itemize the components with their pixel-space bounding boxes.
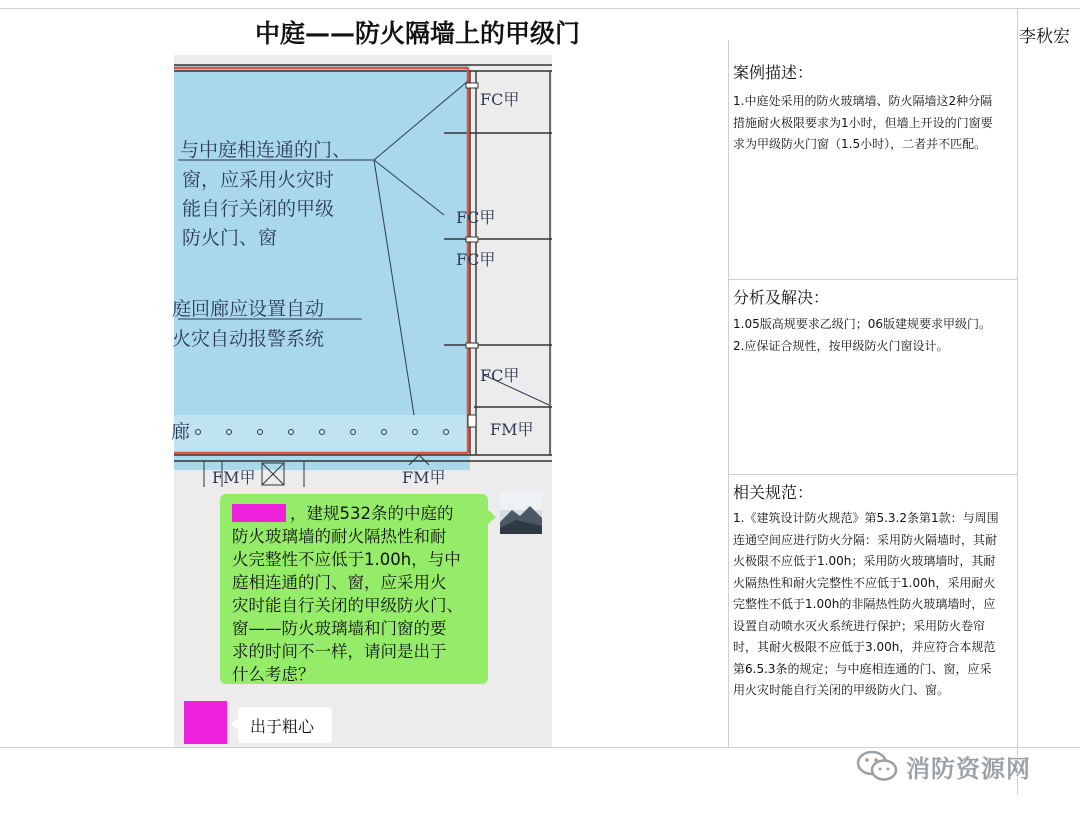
page-title: 中庭——防火隔墙上的甲级门 [255, 19, 581, 48]
watermark [856, 748, 1031, 784]
codes-line-3: 火极限不应低于1.00h；采用防火玻璃墙时，其耐 [733, 554, 996, 568]
atrium-area [174, 65, 470, 470]
codes-line-6: 设置自动喷水灭火系统进行保护；采用防火卷帘 [733, 618, 986, 633]
codes-line-1: 1.《建筑设计防火规范》第5.3.2条第1款：与周围 [733, 511, 999, 525]
chat-screenshot [174, 487, 552, 747]
chat-reply-bubble [238, 707, 332, 743]
plan-annotation2-line-1: 庭回廊应设置自动 [172, 298, 325, 320]
door-label-fc-1: FC甲 [480, 90, 520, 109]
codes-line-9: 用火灾时能自行关闭的甲级防火门、窗。 [733, 683, 950, 697]
author-name: 李秋宏 [1019, 27, 1070, 47]
door-label-fc-3: FC甲 [456, 250, 496, 269]
redaction-bar [232, 504, 286, 522]
analysis-line-1: 1.05版高规要求乙级门；06版建规要求甲级门。 [733, 317, 991, 331]
chat-line-5: 灾时能自行关闭的甲级防火门、 [232, 596, 463, 615]
codes-line-2: 连通空间应进行防火分隔：采用防火隔墙时，其耐 [733, 532, 998, 547]
section-divider-2 [729, 474, 1017, 475]
atrium-floor-plan [171, 55, 552, 487]
watermark-text: 消防资源网 [906, 754, 1031, 783]
door-label-fm-2: FM甲 [212, 468, 256, 487]
column-divider-left [728, 40, 729, 747]
chat-message-text [232, 502, 478, 686]
chat-line-1: ，建规532条的中庭的 [290, 504, 454, 523]
section-divider-1 [729, 279, 1017, 280]
plan-annotation2-line-2: 火灾自动报警系统 [172, 328, 325, 350]
analysis-line-2: 2.应保证合规性，按甲级防火门窗设计。 [733, 338, 949, 353]
corridor-label: 廊 [171, 421, 191, 443]
section-heading-case: 案例描述： [733, 63, 814, 82]
plan-annotation-line-3: 能自行关闭的甲级 [182, 198, 335, 220]
door-label-fm-1: FM甲 [490, 420, 534, 439]
codes-line-8: 第6.5.3条的规定；与中庭相连通的门、窗，应采 [733, 661, 992, 676]
door-label-fm-3: FM甲 [402, 468, 446, 487]
chat-line-8: 什么考虑？ [232, 665, 315, 684]
case-figure [171, 55, 552, 747]
case-line-2: 措施耐火极限要求为1小时，但墙上开设的门窗要 [733, 115, 993, 130]
plan-annotation-line-1: 与中庭相连通的门、 [180, 139, 352, 161]
section-heading-codes: 相关规范： [733, 483, 814, 502]
chat-line-3: 火完整性不应低于1.00h，与中 [232, 550, 461, 569]
chat-message-bubble [220, 494, 488, 684]
chat-line-6: 窗——防火玻璃墙和门窗的要 [232, 619, 447, 638]
case-line-3: 求为甲级防火门窗（1.5小时），二者并不匹配。 [733, 137, 987, 151]
sender-avatar-redacted [184, 701, 227, 744]
top-rule [0, 8, 1080, 9]
section-body-analysis [733, 314, 1015, 357]
column-divider-right [1017, 8, 1018, 795]
plan-annotation-line-4: 防火门、窗 [182, 227, 278, 249]
section-body-case [733, 91, 1015, 156]
codes-line-4: 火隔热性和耐火完整性不应低于1.00h，采用耐火 [733, 575, 996, 590]
section-body-codes [733, 508, 1015, 702]
mountain-avatar-icon [500, 492, 542, 534]
door-label-fc-4: FC甲 [480, 366, 520, 385]
chat-line-7: 求的时间不一样，请问是出于 [232, 642, 447, 661]
chat-reply-text: 出于粗心 [250, 717, 315, 736]
codes-line-7: 时，其耐火极限不应低于3.00h，并应符合本规范 [733, 640, 996, 654]
chat-line-4: 庭相连通的门、窗，应采用火 [232, 573, 447, 592]
wechat-icon [856, 749, 900, 783]
chat-line-2: 防火玻璃墙的耐火隔热性和耐 [232, 527, 447, 546]
section-heading-analysis: 分析及解决： [733, 288, 830, 307]
door-label-fc-2: FC甲 [456, 208, 496, 227]
codes-line-5: 完整性不低于1.00h的非隔热性防火玻璃墙时，应 [733, 597, 996, 611]
case-line-1: 1.中庭处采用的防火玻璃墙、防火隔墙这2种分隔 [733, 94, 993, 108]
plan-annotation-line-2: 窗，应采用火灾时 [182, 169, 335, 191]
